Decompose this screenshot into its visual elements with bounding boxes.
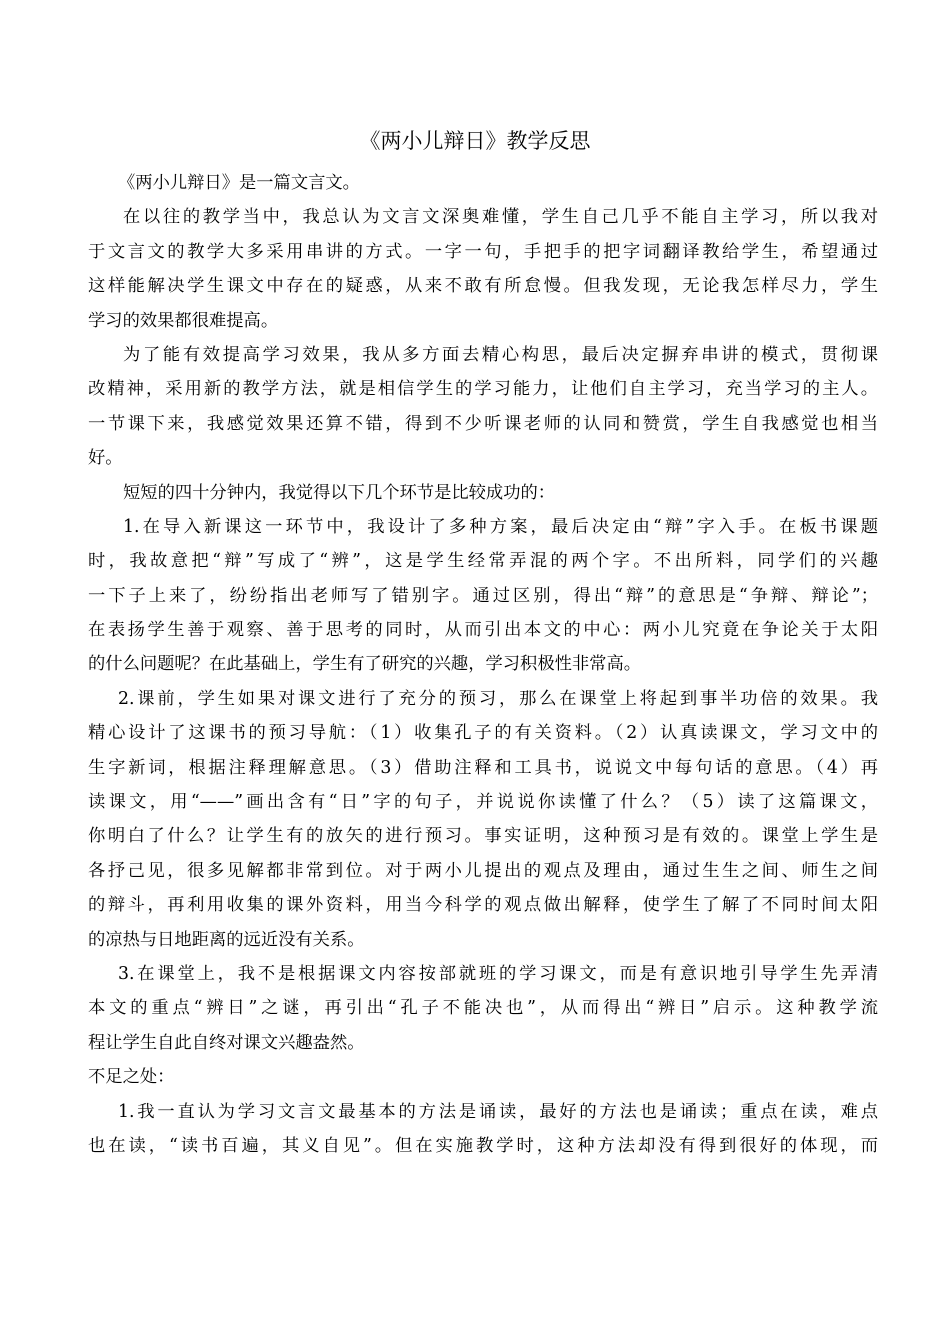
text-line: 为了能有效提高学习效果，我从多方面去精心构思，最后决定摒弃串讲的模式，贯彻课 [123,344,878,365]
text-line: 读课文，用“——”画出含有“日”字的句子，并说说你读懂了什么？（5）读了这篇课文， [88,792,878,813]
text-line: 本文的重点“辨日”之谜，再引出“孔子不能决也”，从而得出“辨日”启示。这种教学流 [88,998,878,1019]
text-line: 改精神，采用新的教学方法，就是相信学生的学习能力，让他们自主学习，充当学习的主人。 [88,379,878,400]
text-line: 的凉热与日地距离的远近没有关系。 [88,929,365,950]
text-line: 一节课下来，我感觉效果还算不错，得到不少听课老师的认同和赞赏，学生自我感觉也相当 [88,413,878,434]
text-line: 时，我故意把“辩”写成了“辨”，这是学生经常弄混的两个字。不出所料，同学们的兴趣 [88,551,878,572]
text-line: 学习的效果都很难提高。 [88,310,279,331]
text-line: 也在读，“读书百遍，其义自见”。但在实施教学时，这种方法却没有得到很好的体现，而 [88,1135,878,1156]
text-line: 在表扬学生善于观察、善于思考的同时，从而引出本文的中心：两小儿究竟在争论关于太阳 [88,620,878,641]
text-line: 在以往的教学当中，我总认为文言文深奥难懂，学生自己几乎不能自主学习，所以我对 [123,207,878,228]
document-body [88,166,878,1163]
text-line: 1.我一直认为学习文言文最基本的方法是诵读，最好的方法也是诵读；重点在读，难点 [118,1101,878,1122]
text-line: 不足之处： [88,1067,175,1088]
text-line: 2.课前，学生如果对课文进行了充分的预习，那么在课堂上将起到事半功倍的效果。我 [118,688,878,709]
text-line: 1.在导入新课这一环节中，我设计了多种方案，最后决定由“辩”字入手。在板书课题 [123,516,878,537]
text-line: 程让学生自此自终对课文兴趣盎然。 [88,1032,365,1053]
text-line: 短短的四十分钟内，我觉得以下几个环节是比较成功的： [123,482,556,503]
text-line: 一下子上来了，纷纷指出老师写了错别字。通过区别，得出“辩”的意思是“争辩、辩论”； [88,585,878,606]
text-line: 于文言文的教学大多采用串讲的方式。一字一句，手把手的把字词翻译教给学生，希望通过 [88,241,878,262]
text-line: 好。 [88,448,123,469]
text-line: 生字新词，根据注释理解意思。（3）借助注释和工具书，说说文中每句话的意思。（4）再 [88,757,878,778]
text-line: 这样能解决学生课文中存在的疑惑，从来不敢有所怠慢。但我发现，无论我怎样尽力，学生 [88,276,878,297]
document-title: 《两小儿辩日》教学反思 [359,129,591,153]
text-line: 3.在课堂上，我不是根据课文内容按部就班的学习课文，而是有意识地引导学生先弄清 [118,963,878,984]
text-line: 精心设计了这课书的预习导航：（1）收集孔子的有关资料。（2）认真读课文，学习文中的 [88,723,878,744]
text-line: 的辩斗，再利用收集的课外资料，用当今科学的观点做出解释，使学生了解了不同时间太阳 [88,895,878,916]
text-line: 《两小儿辩日》是一篇文言文。 [118,173,360,193]
text-line: 各抒己见，很多见解都非常到位。对于两小儿提出的观点及理由，通过生生之间、师生之间 [88,860,878,881]
text-line: 你明白了什么？让学生有的放矢的进行预习。事实证明，这种预习是有效的。课堂上学生是 [88,826,878,847]
text-line: 的什么问题呢？在此基础上，学生有了研究的兴趣，学习积极性非常高。 [88,654,642,675]
